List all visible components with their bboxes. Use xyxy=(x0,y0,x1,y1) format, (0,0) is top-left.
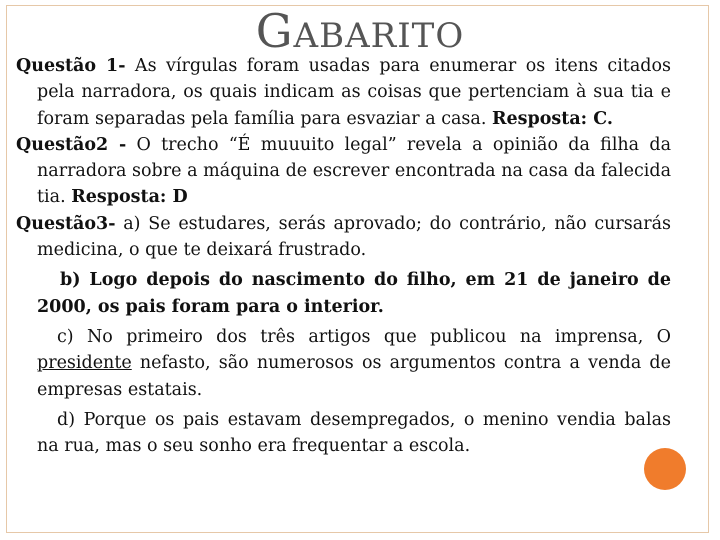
page-title xyxy=(0,4,720,58)
question-3-item-c xyxy=(37,324,671,403)
question-2-text: O trecho “É muuuito legal” revela a opinião da filha da narradora sobre a máquina de escrever encontrada na casa da falecida tia. xyxy=(37,134,671,208)
question-1-answer: Resposta: C. xyxy=(491,108,613,129)
question-1-text: As vírgulas foram usadas para enumerar os itens citados pela narradora, os quais indicam as coisas que pertenciam à sua tia e foram separadas pela família para esvaziar a casa. xyxy=(37,56,671,129)
question-3 xyxy=(16,211,671,264)
question-2-answer: Resposta: D xyxy=(71,187,188,208)
item-c-start: c) No primeiro dos três artigos que publicou na imprensa, O xyxy=(57,326,671,347)
question-2 xyxy=(16,132,671,211)
title-initial: G xyxy=(255,4,294,58)
title-rest: ABARITO xyxy=(293,16,465,56)
question-1 xyxy=(16,53,671,132)
item-c-underlined: presidente xyxy=(37,353,132,374)
question-3-label: Questão3- xyxy=(16,213,116,234)
item-c-end: nefasto, são numerosos os argumentos contra a venda de empresas estatais. xyxy=(37,353,671,400)
question-1-label: Questão 1- xyxy=(16,56,126,76)
question-3-item-a: a) Se estudares, serás aprovado; do contrário, não cursarás medicina, o que te deixará frustrado. xyxy=(37,213,671,261)
answer-key xyxy=(16,53,671,459)
question-3-item-b: b) Logo depois do nascimento do filho, em 21 de janeiro de 2000, os pais foram para o interior. xyxy=(37,270,671,317)
question-3-item-d: d) Porque os pais estavam desempregados, o menino vendia balas na rua, mas o seu sonho era frequentar a escola. xyxy=(37,409,671,457)
question-2-label: Questão2 - xyxy=(16,134,127,155)
